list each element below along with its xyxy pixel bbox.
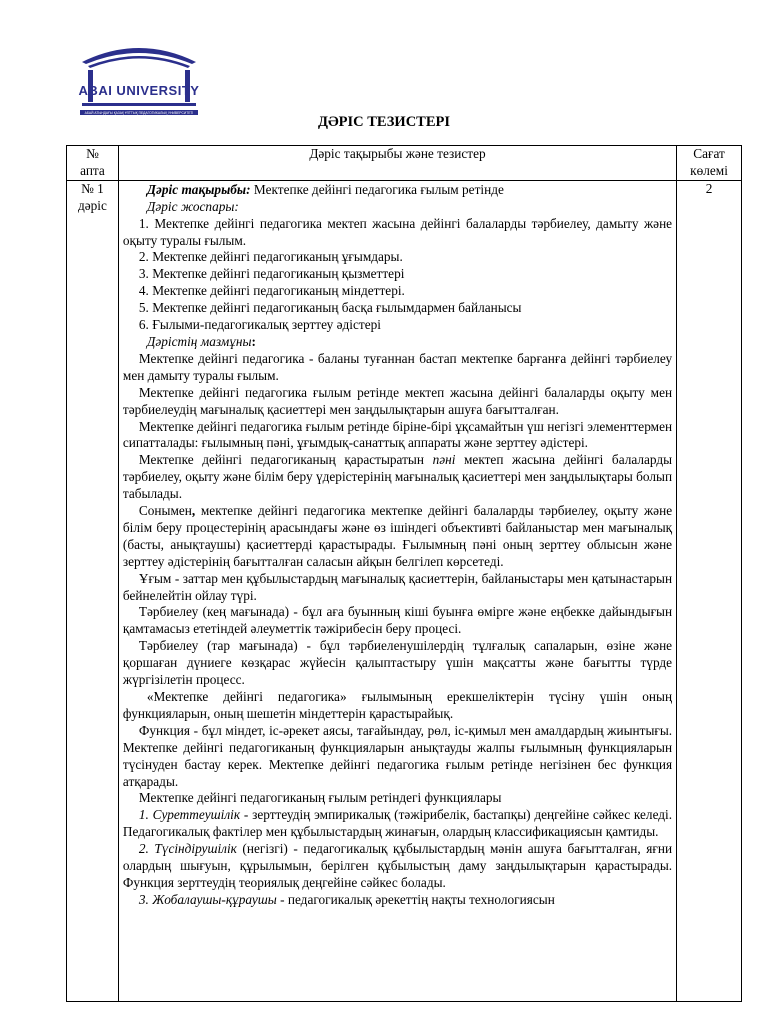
paragraph-10: Функция - бұл міндет, іс-әрекет аясы, тағайындау, рөл, іс-қимыл мен амалдардың жиынтығы. Мектепке дейінгі педагогиканың функцияларын анықтауды жалпы ғылымның функцияларын түсінуден бастау керек. Мектепке дейінгі педагогика ғылым ретінде негізінен бес функция атқарады. xyxy=(122,722,673,789)
plan-item-1: 1. Мектепке дейінгі педагогика мектеп жасына дейінгі балаларды тәрбиелеу, дамыту және оқыту туралы ғылым. xyxy=(122,215,673,248)
row-hours: 2 xyxy=(677,180,742,1001)
function-3: 3. Жобалаушы-құраушы - педагогикалық әрекеттің нақты технологиясын xyxy=(138,891,555,907)
paragraph-1: Мектепке дейінгі педагогика - баланы туғаннан бастап мектепке барғанға дейінгі тәрбиелеу мен дамыту туралы ғылым. xyxy=(122,350,673,383)
page-title: ДӘРІС ТЕЗИСТЕРІ xyxy=(317,114,451,130)
paragraph-4: Мектепке дейінгі педагогиканың қарастыратын пәні мектеп жасына дейінгі балаларды тәрбиелеу, оқыту және білім беру үдерістерінің мағыналық қасиеттері мен заңдылықтары болып табылады. xyxy=(122,452,673,502)
row-content xyxy=(118,180,676,1001)
header-hours xyxy=(677,146,742,181)
thesis-table xyxy=(66,145,742,1002)
table-header-row xyxy=(67,146,742,181)
topic-label: Дәріс тақырыбы: xyxy=(146,181,251,197)
logo-subtext: АБАЙ АТЫНДАҒЫ ҚАЗАҚ ҰЛТТЫҚ ПЕДАГОГИКАЛЫҚ УНИВЕРСИТЕТІ xyxy=(84,111,194,115)
paragraph-5: Сонымен, мектепке дейінгі педагогика мектепке дейінгі балаларды тәрбиелеу, оқыту және білім беру процестерінің арасындағы және өз ішіндегі объективті байланыстар мен мағыналық (басты, анықтаушы) қасиеттерді қарастырады. Ғылымның пәні оның зерттеу облысын және зерттеу әдістерінің бағытталған саласын айқын белгілеп көрсетеді. xyxy=(122,503,673,569)
header-week xyxy=(67,146,119,181)
header-week-label: апта xyxy=(80,162,105,178)
plan-label: Дәріс жоспары: xyxy=(146,198,239,214)
header-hours-line2: көлемі xyxy=(690,162,728,178)
row-week-label: дәріс xyxy=(77,197,107,213)
university-logo xyxy=(78,40,200,116)
plan-item-3: 3. Мектепке дейінгі педагогиканың қызметтері xyxy=(138,266,405,282)
function-2: 2. Түсіндірушілік (негізгі) - педагогикалық құбылыстардың мәнін ашуға бағытталған, яғни олардың шығуын, құрылымын, берілген құбылыстың даму заңдылықтарын қарастырады. Функция зерттеудің теориялық деңгейіне сәйкес болады. xyxy=(122,841,673,890)
paragraph-9: «Мектепке дейінгі педагогика» ғылымының ерекшеліктерін түсіну үшін оның функцияларын, оның шешетін міндеттерін қарастырайық. xyxy=(122,689,673,721)
row-week-number: № 1 xyxy=(81,180,104,196)
content-label: Дәрістің мазмұны: xyxy=(146,333,256,349)
paragraph-7: Тәрбиелеу (кең мағынада) - бұл аға буынның кіші буынға өмірге және еңбекке дайындығын қамтамасыз ететіндей әлеуметтік тәжірибесін беру процесі. xyxy=(122,604,673,637)
logo-wordmark: ABAI UNIVERSITY xyxy=(78,83,200,98)
topic-line xyxy=(123,182,672,199)
plan-item-4: 4. Мектепке дейінгі педагогиканың міндеттері. xyxy=(138,283,405,299)
plan-item-2: 2. Мектепке дейінгі педагогиканың ұғымдары. xyxy=(138,249,403,265)
table-row xyxy=(67,180,742,1001)
paragraph-8: Тәрбиелеу (тар мағынада) - бұл тәрбиеленушілердің тұлғалық сапаларын, өзіне және қоршаған дүниеге көзқарас жүйесін қалыптастыру үшін мақсатты және бағытты түрде жүргізілетін процесс. xyxy=(122,638,673,688)
plan-item-6: 6. Ғылыми-педагогикалық зерттеу әдістері xyxy=(138,317,381,333)
paragraph-11: Мектепке дейінгі педагогиканың ғылым ретіндегі функциялары xyxy=(138,790,502,806)
paragraph-6: Ұғым - заттар мен құбылыстардың мағыналық қасиеттерін, байланыстары мен қатынастарын бейнелейтін ойлау түрі. xyxy=(122,570,673,603)
paragraph-3: Мектепке дейінгі педагогика ғылым ретінде бірінe-бірі ұқсамайтын үш негізгі элементтермен сипатталады: ғылымның пәні, ұғымдық-санаттық аппараты және зерттеу әдістері. xyxy=(122,418,673,451)
row-week xyxy=(67,180,119,1001)
plan-item-5: 5. Мектепке дейінгі педагогиканың басқа ғылымдармен байланысы xyxy=(138,300,522,316)
function-1: 1. Суреттеушілік - зерттеудің эмпирикалық (тәжірибелік, бастапқы) деңгейіне сәйкес келеді. Педагогикалық фактілер мен құбылыстардың жинағын, олардың классификациясын қамтиды. xyxy=(122,807,673,840)
topic-text: Мектепке дейінгі педагогика ғылым ретінде xyxy=(250,181,504,197)
header-topic: Дәріс тақырыбы және тезистер xyxy=(118,146,676,181)
header-week-number: № xyxy=(86,146,99,161)
header-hours-line1: Сағат xyxy=(693,146,725,161)
paragraph-2: Мектепке дейінгі педагогика ғылым ретінде мектеп жасына дейінгі балаларды оқыту мен тәрбиелеудің мағыналық қасиеттері мен заңдылықтарын ашуға бағытталған. xyxy=(122,384,673,417)
